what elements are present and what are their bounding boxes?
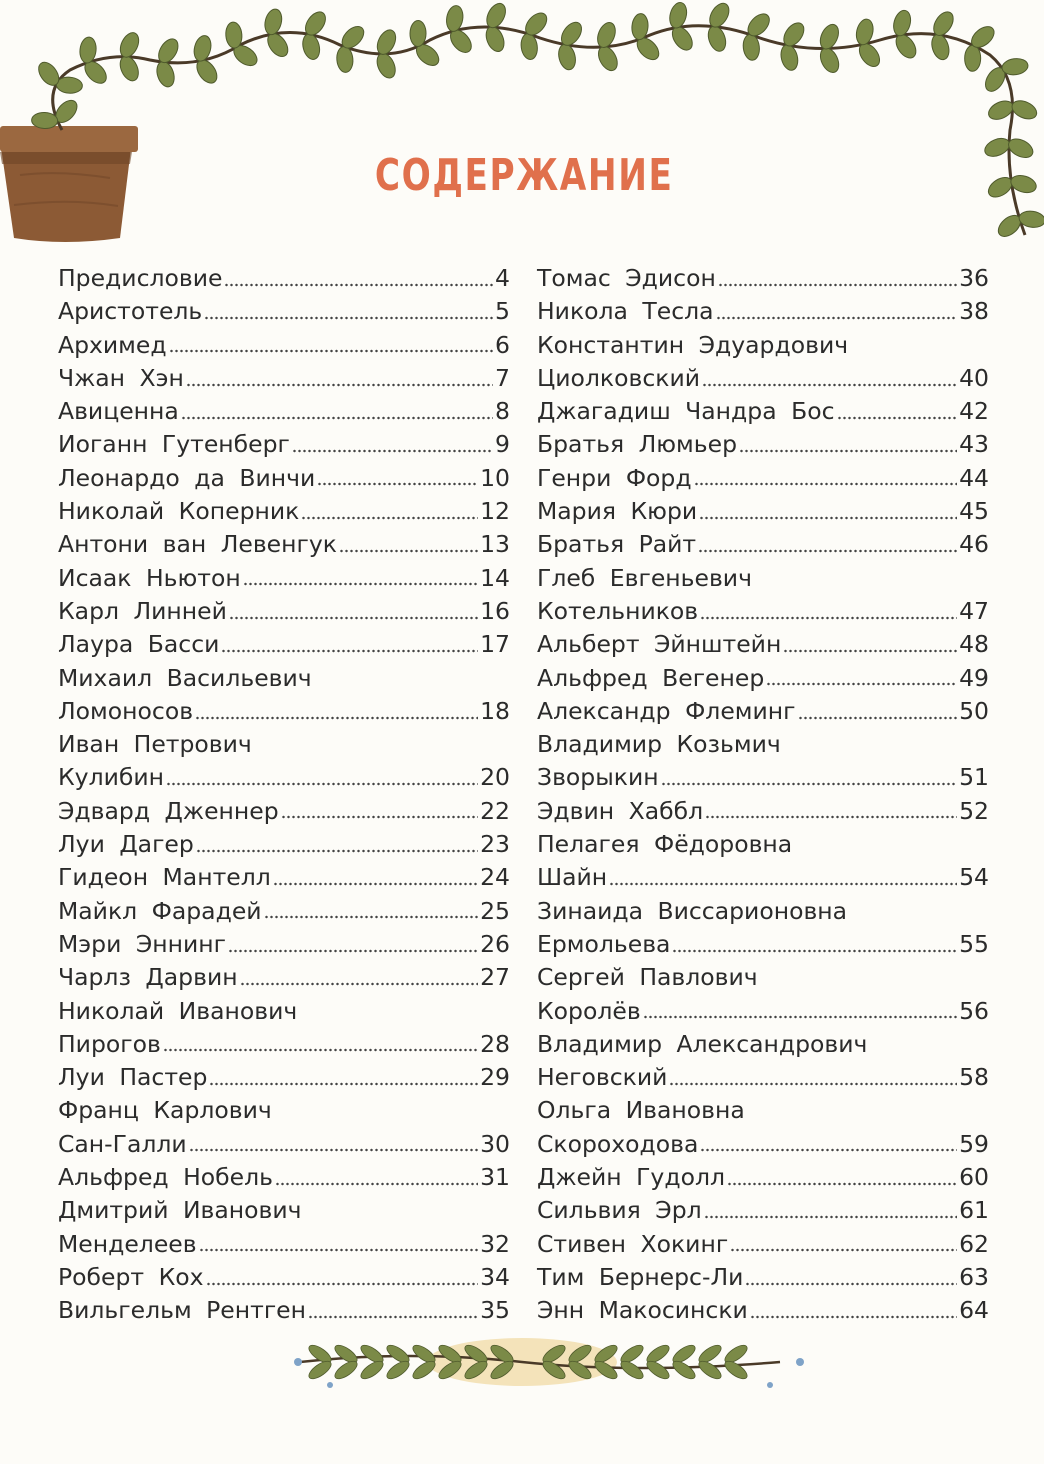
toc-entry — [537, 728, 989, 761]
dot-leader — [196, 848, 478, 854]
dot-leader — [243, 581, 478, 587]
toc-entry-name: Лаура Басси — [58, 630, 220, 659]
dot-leader — [705, 814, 957, 820]
toc-entry — [537, 595, 989, 628]
toc-entry-page: 46 — [959, 530, 989, 559]
toc-entry-name: Никола Тесла — [537, 297, 714, 326]
toc-entry-page: 35 — [480, 1296, 510, 1325]
toc-entry-name: Сильвия Эрл — [537, 1196, 702, 1225]
dot-leader — [186, 382, 493, 388]
toc-entry — [537, 1061, 989, 1094]
dot-leader — [166, 781, 478, 787]
toc-entry-page: 51 — [959, 763, 989, 792]
dot-leader — [798, 715, 958, 721]
toc-entry — [537, 562, 989, 595]
dot-leader — [750, 1314, 957, 1320]
toc-entry-name: Сан-Галли — [58, 1129, 187, 1158]
toc-entry — [58, 995, 510, 1028]
toc-entry-name: Джейн Гудолл — [537, 1163, 726, 1192]
toc-entry-page: 47 — [959, 596, 989, 625]
toc-entry-name: Пирогов — [58, 1029, 161, 1058]
toc-entry-page: 56 — [959, 996, 989, 1025]
toc-entry-name: Сергей Павлович — [537, 963, 758, 992]
toc-entry-page: 31 — [480, 1163, 510, 1192]
leaf-icon — [410, 20, 426, 46]
toc-entry-page: 40 — [959, 363, 989, 392]
dot-leader — [264, 914, 479, 920]
leaf-icon — [358, 1358, 386, 1382]
toc-entry — [537, 1194, 989, 1227]
toc-entry — [58, 1161, 510, 1194]
toc-entry-name: Альфред Нобель — [58, 1163, 274, 1192]
leaf-garland-icon — [294, 1338, 804, 1388]
toc-entry-name: Котельников — [537, 596, 699, 625]
toc-entry-name: Скороходова — [537, 1129, 699, 1158]
toc-entry-name: Александр Флеминг — [537, 696, 796, 725]
toc-entry-page: 5 — [495, 297, 510, 326]
dot-leader — [204, 315, 493, 321]
toc-entry-page: 6 — [495, 330, 510, 359]
toc-entry — [58, 1261, 510, 1294]
toc-entry-page: 4 — [495, 264, 510, 292]
dot-leader — [700, 1147, 957, 1153]
toc-entry — [58, 1061, 510, 1094]
toc-entry-page: 24 — [480, 863, 510, 892]
dot-leader — [301, 515, 478, 521]
toc-entry-name: Зинаида Виссарионовна — [537, 896, 848, 925]
toc-entry-name: Дмитрий Иванович — [58, 1196, 302, 1225]
leaf-icon — [56, 76, 83, 94]
toc-entry-name: Майкл Фарадей — [58, 896, 262, 925]
toc-entry-name: Мэри Эннинг — [58, 929, 226, 958]
dot-leader — [745, 1281, 957, 1287]
toc-entry — [58, 329, 510, 362]
dot-leader — [716, 315, 958, 321]
toc-entry — [58, 1094, 510, 1127]
toc-entry-name: Михаил Васильевич — [58, 663, 312, 692]
toc-entry-name: Стивен Хокинг — [537, 1229, 729, 1258]
dot-leader — [273, 881, 478, 887]
dot-leader — [189, 1147, 478, 1153]
toc-entry — [58, 495, 510, 528]
toc-entry — [537, 1028, 989, 1061]
dot-leader — [730, 1247, 957, 1253]
toc-entry-name: Томас Эдисон — [537, 264, 716, 292]
dot-leader — [643, 1014, 957, 1020]
toc-entry-name: Николай Коперник — [58, 497, 300, 526]
toc-entry — [58, 795, 510, 828]
toc-entry-page: 18 — [480, 696, 510, 725]
toc-entry-name: Мария Кюри — [537, 497, 698, 526]
dot-leader — [199, 1247, 479, 1253]
leaf-icon — [384, 1358, 412, 1382]
toc-entry-name: Предисловие — [58, 264, 223, 292]
toc-entry-page: 36 — [959, 264, 989, 292]
toc-entry — [58, 462, 510, 495]
leaf-icon — [696, 1358, 724, 1382]
leaf-icon — [225, 21, 243, 48]
toc-entry-page: 61 — [959, 1196, 989, 1225]
toc-entry — [58, 528, 510, 561]
dot-leader — [206, 1281, 479, 1287]
toc-entry — [537, 362, 989, 395]
toc-entry — [537, 662, 989, 695]
toc-entry — [537, 495, 989, 528]
dot-leader — [718, 282, 957, 288]
leaf-icon — [618, 1358, 646, 1382]
toc-entry — [58, 928, 510, 961]
toc-entry — [537, 329, 989, 362]
toc-entry-name: Ломоносов — [58, 696, 194, 725]
toc-entry — [537, 428, 989, 461]
toc-entry — [537, 1128, 989, 1161]
toc-entry-page: 43 — [959, 430, 989, 459]
dot-leader — [240, 981, 479, 987]
dot-leader — [228, 948, 478, 954]
toc-entry-name: Иоганн Гутенберг — [58, 430, 290, 459]
toc-entry-page: 49 — [959, 663, 989, 692]
toc-entry-page: 23 — [480, 830, 510, 859]
leaf-icon — [332, 1358, 360, 1382]
dot-leader — [766, 681, 957, 687]
toc-entry-page: 63 — [959, 1262, 989, 1291]
toc-entry-name: Франц Карлович — [58, 1096, 272, 1125]
toc-entry-name: Кулибин — [58, 763, 165, 792]
dot-leader — [694, 481, 958, 487]
toc-entry — [58, 628, 510, 661]
dot-leader — [209, 1081, 478, 1087]
dot-leader — [221, 648, 478, 654]
dot-leader — [339, 548, 478, 554]
toc-entry-name: Братья Люмьер — [537, 430, 737, 459]
dot-leader — [609, 881, 957, 887]
toc-entry — [537, 1228, 989, 1261]
toc-right-column — [537, 262, 989, 1328]
dot-leader — [698, 548, 957, 554]
toc-entry-name: Генри Форд — [537, 463, 692, 492]
toc-entry-name: Чжан Хэн — [58, 363, 184, 392]
toc-entry-name: Неговский — [537, 1063, 668, 1092]
toc-entry — [537, 262, 989, 295]
dot-leader — [837, 415, 958, 421]
leaf-icon — [670, 1358, 698, 1382]
toc-entry — [537, 895, 989, 928]
toc-entry-name: Ольга Ивановна — [537, 1096, 745, 1125]
toc-entry-name: Исаак Ньютон — [58, 563, 241, 592]
toc-entry-name: Шайн — [537, 863, 608, 892]
dot-leader — [727, 1181, 957, 1187]
toc-entry-page: 16 — [480, 596, 510, 625]
dot-leader — [702, 382, 957, 388]
toc-entry-name: Николай Иванович — [58, 996, 298, 1025]
toc-entry-name: Гидеон Мантелл — [58, 863, 271, 892]
toc-left-column — [58, 262, 510, 1328]
toc-entry — [537, 528, 989, 561]
dot-leader — [317, 481, 478, 487]
toc-entry-page: 28 — [480, 1029, 510, 1058]
toc-entry-name: Королёв — [537, 996, 641, 1025]
dot-leader — [229, 615, 478, 621]
toc-entry-page: 55 — [959, 929, 989, 958]
toc-entry-page: 42 — [959, 397, 989, 426]
toc-entry-name: Пелагея Фёдоровна — [537, 830, 793, 859]
toc-entry — [537, 861, 989, 894]
toc-entry-page: 60 — [959, 1163, 989, 1192]
toc-entry-page: 7 — [495, 363, 510, 392]
toc-entry-page: 22 — [480, 796, 510, 825]
toc-entry — [537, 761, 989, 794]
toc-entry-name: Аристотель — [58, 297, 203, 326]
toc-entry — [58, 695, 510, 728]
toc-entry — [58, 961, 510, 994]
toc-entry-name: Эдвард Дженнер — [58, 796, 279, 825]
dot-leader — [224, 282, 493, 288]
page-title: СОДЕРЖАНИЕ — [374, 150, 674, 201]
toc-entry-name: Вильгельм Рентген — [58, 1296, 306, 1325]
toc-entry — [537, 628, 989, 661]
dot-leader — [669, 1081, 957, 1087]
leaf-icon — [965, 45, 981, 71]
toc-entry-name: Авиценна — [58, 397, 179, 426]
toc-entry — [58, 562, 510, 595]
leaf-icon — [644, 1358, 672, 1382]
toc-entry — [58, 761, 510, 794]
toc-entry-name: Глеб Евгеньевич — [537, 563, 752, 592]
dot-leader — [308, 1314, 478, 1320]
toc-entry-name: Зворыкин — [537, 763, 659, 792]
toc-entry-page: 44 — [959, 463, 989, 492]
toc-entry-name: Альберт Эйнштейн — [537, 630, 782, 659]
toc-entry — [58, 895, 510, 928]
toc-entry-name: Чарлз Дарвин — [58, 963, 238, 992]
toc-entry — [58, 1128, 510, 1161]
toc-entry — [537, 395, 989, 428]
toc-entry-page: 64 — [959, 1296, 989, 1325]
dot-leader — [275, 1181, 478, 1187]
toc-entry-page: 29 — [480, 1063, 510, 1092]
toc-entry — [58, 362, 510, 395]
toc-entry-page: 10 — [480, 463, 510, 492]
toc-entry-name: Джагадиш Чандра Бос — [537, 397, 835, 426]
dot-leader — [281, 814, 478, 820]
dot-leader — [699, 515, 957, 521]
toc-entry — [58, 595, 510, 628]
toc-entry-page: 25 — [480, 896, 510, 925]
dot-leader — [783, 648, 957, 654]
toc-entry-name: Константин Эдуардович — [537, 330, 849, 359]
toc-entry-name: Альфред Вегенер — [537, 663, 765, 692]
dot-leader — [700, 615, 957, 621]
dot-leader — [163, 1047, 478, 1053]
toc-entry-page: 62 — [959, 1229, 989, 1258]
toc-entry — [58, 428, 510, 461]
toc-entry-page: 34 — [480, 1262, 510, 1291]
toc-entry-page: 45 — [959, 497, 989, 526]
toc-entry-page: 32 — [480, 1229, 510, 1258]
toc-entry — [537, 795, 989, 828]
toc-entry — [537, 462, 989, 495]
toc-entry — [537, 1294, 989, 1327]
toc-entry-page: 58 — [959, 1063, 989, 1092]
toc-entry-name: Архимед — [58, 330, 167, 359]
toc-entry-page: 13 — [480, 530, 510, 559]
toc-entry — [58, 662, 510, 695]
toc-entry-page: 12 — [480, 497, 510, 526]
toc-entry — [58, 295, 510, 328]
toc-entry-page: 8 — [495, 397, 510, 426]
toc-entry — [537, 961, 989, 994]
toc-entry-page: 17 — [480, 630, 510, 659]
toc-entry-page: 48 — [959, 630, 989, 659]
toc-entry-name: Братья Райт — [537, 530, 697, 559]
toc-entry-name: Антони ван Левенгук — [58, 530, 337, 559]
dot-leader — [181, 415, 493, 421]
toc-entry-page: 50 — [959, 696, 989, 725]
toc-entry-page: 9 — [495, 430, 510, 459]
toc-entry — [58, 861, 510, 894]
toc-entry-page: 26 — [480, 929, 510, 958]
leaf-icon — [722, 1358, 750, 1382]
dot-leader — [704, 1214, 957, 1220]
toc-entry-page: 54 — [959, 863, 989, 892]
toc-entry — [537, 695, 989, 728]
toc-entry-name: Роберт Кох — [58, 1262, 204, 1291]
toc-entry — [537, 1094, 989, 1127]
toc-entry — [58, 1028, 510, 1061]
toc-entry-page: 52 — [959, 796, 989, 825]
toc-entry-page: 38 — [959, 297, 989, 326]
toc-entry — [58, 262, 510, 295]
toc-entry — [58, 828, 510, 861]
dot-leader — [661, 781, 957, 787]
toc-entry — [58, 1228, 510, 1261]
toc-entry-page: 20 — [480, 763, 510, 792]
toc-entry-name: Луи Пастер — [58, 1063, 208, 1092]
toc-entry-page: 14 — [480, 563, 510, 592]
toc-entry-name: Циолковский — [537, 363, 700, 392]
toc-entry — [537, 1261, 989, 1294]
toc-entry — [58, 1194, 510, 1227]
toc-entry — [58, 1294, 510, 1327]
toc-entry — [58, 728, 510, 761]
toc-entry-name: Карл Линней — [58, 596, 227, 625]
toc-entry-page: 59 — [959, 1129, 989, 1158]
toc-entry-page: 27 — [480, 963, 510, 992]
toc-entry — [537, 1161, 989, 1194]
toc-entry-page: 30 — [480, 1129, 510, 1158]
toc-entry — [537, 995, 989, 1028]
toc-entry — [537, 295, 989, 328]
toc-entry-name: Владимир Александрович — [537, 1029, 868, 1058]
toc-entry-name: Владимир Козьмич — [537, 730, 781, 759]
toc-entry-name: Леонардо да Винчи — [58, 463, 316, 492]
toc-entry-name: Ермольева — [537, 929, 671, 958]
toc-entry — [537, 928, 989, 961]
dot-leader — [195, 715, 478, 721]
toc-entry-name: Менделеев — [58, 1229, 197, 1258]
toc-entry-name: Энн Макосински — [537, 1296, 748, 1325]
toc-entry-name: Эдвин Хаббл — [537, 796, 704, 825]
dot-leader — [739, 448, 957, 454]
dot-leader — [292, 448, 493, 454]
dot-leader — [672, 948, 957, 954]
toc-entry-name: Тим Бернерс-Ли — [537, 1262, 744, 1291]
toc-entry-name: Иван Петрович — [58, 730, 252, 759]
toc-entry — [58, 395, 510, 428]
dot-leader — [169, 348, 493, 354]
toc-entry-name: Луи Дагер — [58, 830, 194, 859]
toc-entry — [537, 828, 989, 861]
